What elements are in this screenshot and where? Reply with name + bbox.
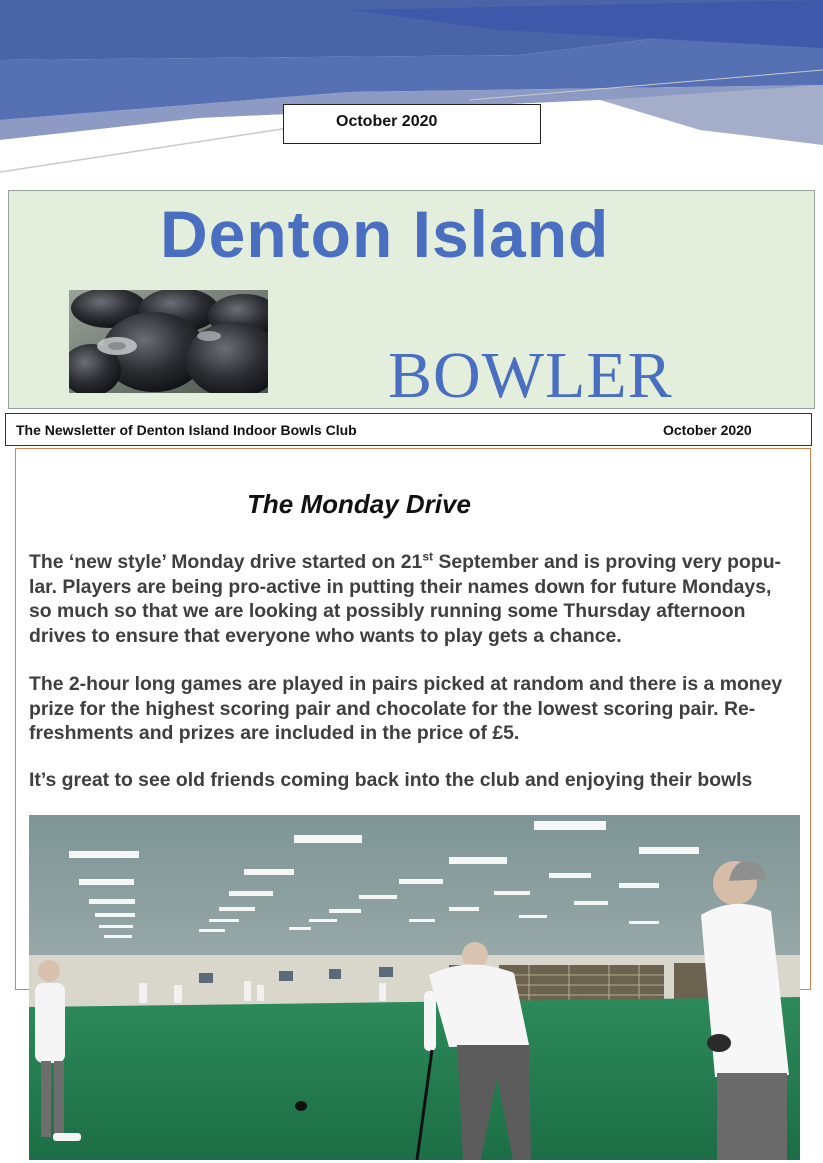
paragraph-3 xyxy=(29,768,799,793)
info-strip xyxy=(5,413,812,446)
bowls-hall-photo xyxy=(29,815,800,1160)
paragraph-1-line-2: lar. Players are being pro-active in putting their names down for future Mondays, xyxy=(29,575,772,598)
paragraph-1-line-4: drives to ensure that everyone who wants to play gets a chance. xyxy=(29,624,622,647)
paragraph-2-line-2: prize for the highest scoring pair and chocolate for the lowest scoring pair. Re- xyxy=(29,697,756,720)
paragraph-1-line-3: so much so that we are looking at possibly running some Thursday afternoon xyxy=(29,600,746,622)
article-heading: The Monday Drive xyxy=(247,489,471,519)
paragraph-2-line-3: freshments and prizes are included in the price of £5. xyxy=(29,722,520,744)
newsletter-subtitle-bowler: BOWLER xyxy=(388,339,673,412)
issue-date-box xyxy=(283,104,541,144)
header-banner xyxy=(0,0,823,190)
newsletter-title: Denton Island xyxy=(160,197,610,271)
issue-date: October 2020 xyxy=(336,113,438,130)
bowls-photo xyxy=(69,290,268,393)
newsletter-description: The Newsletter of Denton Island Indoor Bowls Club xyxy=(16,422,357,438)
strip-date: October 2020 xyxy=(663,422,752,438)
paragraph-1 xyxy=(29,550,799,648)
paragraph-2 xyxy=(29,672,799,746)
paragraph-2-line-1: The 2-hour long games are played in pairs picked at random and there is a money xyxy=(29,673,783,695)
paragraph-3-line-1: It’s great to see old friends coming back into the club and enjoying their bowls xyxy=(29,769,753,791)
paragraph-1-line-1: The ‘new style’ Monday drive started on 21st September and is proving very popu- xyxy=(29,549,782,573)
